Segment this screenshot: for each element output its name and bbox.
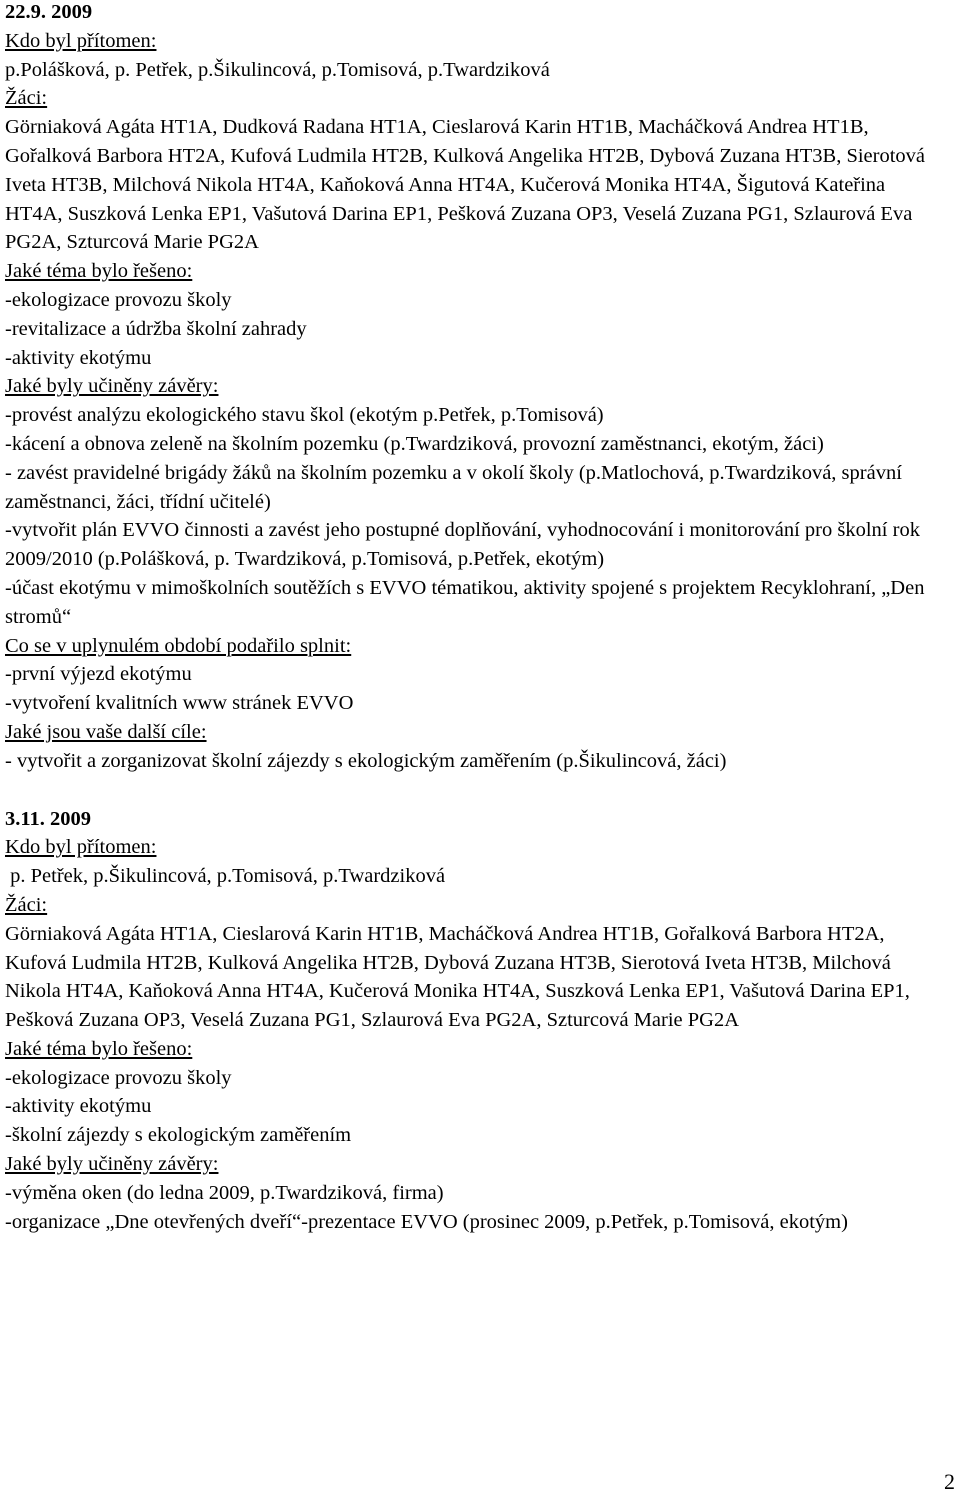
conclusion-item: -vytvořit plán EVVO činnosti a zavést jeho postupné doplňování, vyhodnocování i monitorování pro školní rok 2009/2010 (p.Polášková, p. Twardziková, p.Tomisová, p.Petřek, ekotým) [5,519,920,571]
conclusion-item: - zavést pravidelné brigády žáků na školním pozemku a v okolí školy (p.Matlochová, p.Twardziková, správní zaměstnanci, žáci, třídní učitelé) [5,461,902,513]
section-spacer [5,776,940,805]
success-item: -první výjezd ekotýmu [5,663,192,686]
success-label: Co se v uplynulém období podařilo splnit: [5,634,352,657]
present-list: p.Polášková, p. Petřek, p.Šikulincová, p.Tomisová, p.Twardziková [5,58,550,81]
students-list: Görniaková Agáta HT1A, Dudková Radana HT1A, Cieslarová Karin HT1B, Macháčková Andrea HT1B, Gořalková Barbora HT2A, Kufová Ludmila HT2B, Kulková Angelika HT2B, Dybová Zuzana HT3B, Sierotová Iveta HT3B, Milchová Nikola HT4A, Kaňoková Anna HT4A, Kučerová Monika HT4A, Šigutová Kateřina HT4A, Suszková Lenka EP1, Vašutová Darina EP1, Pešková Zuzana OP3, Veselá Zuzana PG1, Szlaurová Eva PG2A, Szturcová Marie PG2A [5,116,926,254]
topic-item: -revitalizace a údržba školní zahrady [5,317,307,340]
conclusion-item: -provést analýzu ekologického stavu škol (ekotým p.Petřek, p.Tomisová) [5,404,604,427]
conclusion-item: -výměna oken (do ledna 2009, p.Twardziková, firma) [5,1181,444,1204]
topic-item: -aktivity ekotýmu [5,346,152,369]
meeting-section-1 [5,0,940,776]
goals-label: Jaké jsou vaše další cíle: [5,720,207,743]
topic-item: -školní zájezdy s ekologickým zaměřením [5,1124,352,1147]
conclusion-item: -kácení a obnova zeleně na školním pozemku (p.Twardziková, provozní zaměstnanci, ekotým, žáci) [5,432,824,455]
goal-item: - vytvořit a zorganizovat školní zájezdy s ekologickým zaměřením (p.Šikulincová, žáci) [5,749,727,772]
topic-label: Jaké téma bylo řešeno: [5,1037,193,1060]
conclusion-item: -účast ekotýmu v mimoškolních soutěžích s EVVO tématikou, aktivity spojené s projektem Recyklohraní, „Den stromů“ [5,576,925,628]
document-page [5,0,940,1236]
conclusions-label: Jaké byly učiněny závěry: [5,375,219,398]
success-item: -vytvoření kvalitních www stránek EVVO [5,692,354,715]
present-list: p. Petřek, p.Šikulincová, p.Tomisová, p.Twardziková [5,865,446,888]
present-label: Kdo byl přítomen: [5,29,157,52]
meeting-date: 3.11. 2009 [5,807,91,830]
conclusion-item: -organizace „Dne otevřených dveří“-prezentace EVVO (prosinec 2009, p.Petřek, p.Tomisová, ekotým) [5,1210,848,1233]
students-list: Görniaková Agáta HT1A, Cieslarová Karin HT1B, Macháčková Andrea HT1B, Gořalková Barbora HT2A, Kufová Ludmila HT2B, Kulková Angelika HT2B, Dybová Zuzana HT3B, Sierotová Iveta HT3B, Milchová Nikola HT4A, Kaňoková Anna HT4A, Kučerová Monika HT4A, Suszková Lenka EP1, Vašutová Darina EP1, Pešková Zuzana OP3, Veselá Zuzana PG1, Szlaurová Eva PG2A, Szturcová Marie PG2A [5,922,910,1032]
students-label: Žáci: [5,893,48,916]
present-label: Kdo byl přítomen: [5,836,157,859]
students-label: Žáci: [5,87,48,110]
meeting-section-2 [5,805,940,1237]
topic-item: -aktivity ekotýmu [5,1095,152,1118]
meeting-date: 22.9. 2009 [5,1,93,23]
conclusions-label: Jaké byly učiněny závěry: [5,1153,219,1176]
topic-item: -ekologizace provozu školy [5,1066,232,1089]
page-number: 2 [944,1469,955,1494]
topic-item: -ekologizace provozu školy [5,288,232,311]
topic-label: Jaké téma bylo řešeno: [5,260,193,283]
